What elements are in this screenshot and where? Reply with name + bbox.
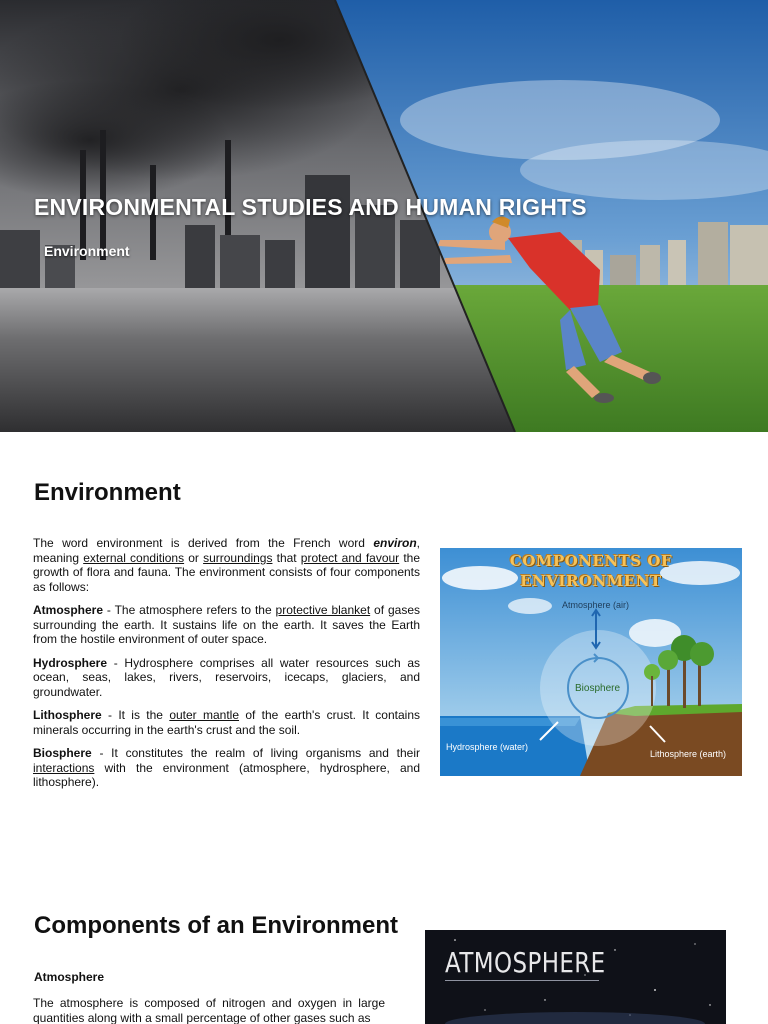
intro-text-2: , meaning: [33, 536, 420, 565]
hydrosphere-text: - Hydrosphere comprises all water resources such as ocean, seas, lakes, rivers, reservoirs, icecaps, glaciers, and groundwater.: [33, 655, 420, 699]
environment-text-block: [33, 536, 420, 799]
atmosphere-subheading: Atmosphere: [34, 970, 105, 984]
lithosphere-term: Lithosphere: [33, 708, 102, 722]
hydrosphere-paragraph: [33, 656, 420, 700]
biosphere-paragraph: [33, 746, 420, 790]
intro-text-1: The word environment is derived from the French word: [33, 536, 374, 550]
section-heading-environment: Environment: [34, 479, 181, 506]
atmosphere-description: The atmosphere is composed of nitrogen and oxygen in large quantities along with a small percentage of other gases such as: [33, 996, 385, 1024]
biosphere-text-1: - It constitutes the realm of living organisms and their: [91, 746, 420, 760]
atmosphere-label: Atmosphere (air): [562, 600, 630, 610]
presentation-subtitle: Environment: [44, 243, 130, 259]
components-of-environment-image: [440, 548, 742, 776]
atmosphere-image-title: ATMOSPHERE: [445, 946, 606, 979]
atmosphere-term: Atmosphere: [33, 603, 104, 617]
atmosphere-title-underline: [445, 980, 599, 981]
intro-text-4: that: [272, 550, 301, 565]
atmosphere-paragraph: [33, 603, 420, 647]
presentation-title: ENVIRONMENTAL STUDIES AND HUMAN RIGHTS: [34, 194, 587, 220]
components-title-line1: COMPONENTS OF: [509, 552, 673, 570]
hero-slide: [0, 0, 768, 432]
environ-term: environ: [373, 536, 417, 550]
biosphere-term: Biosphere: [33, 746, 92, 760]
outer-mantle-link[interactable]: outer mantle: [169, 708, 240, 722]
protective-blanket-link[interactable]: protective blanket: [275, 603, 371, 617]
components-title-line2: ENVIRONMENT: [520, 572, 662, 590]
atmosphere-image: [425, 930, 726, 1024]
lithosphere-paragraph: [33, 708, 420, 737]
surroundings-link[interactable]: surroundings: [203, 550, 273, 565]
biosphere-label: Biosphere: [575, 683, 621, 694]
atmosphere-text-2: of gases surrounding the earth. It sustains life on the earth. It saves the Earth from the hostile environment of outer space.: [33, 603, 420, 646]
protect-and-favour-link[interactable]: protect and favour: [300, 550, 400, 565]
biosphere-text-2: with the environment (atmosphere, hydrosphere, and lithosphere).: [33, 760, 420, 789]
hydrosphere-label: Hydrosphere (water): [446, 742, 529, 752]
lithosphere-text-1: - It is the: [101, 708, 170, 722]
interactions-link[interactable]: interactions: [33, 760, 95, 775]
lithosphere-text-2: of the earth's crust. It contains minerals occurring in the earth's crust and the soil.: [33, 708, 420, 737]
section-heading-components: Components of an Environment: [34, 912, 399, 939]
external-conditions-link[interactable]: external conditions: [83, 550, 185, 565]
hydrosphere-term: Hydrosphere: [33, 655, 108, 670]
lithosphere-label: Lithosphere (earth): [650, 749, 727, 759]
atmosphere-text-1: - The atmosphere refers to the: [103, 603, 276, 617]
intro-text-3: or: [184, 550, 204, 565]
intro-text-5: the growth of flora and fauna. The environment consists of four components as follows:: [33, 550, 421, 594]
intro-paragraph: [33, 536, 420, 594]
